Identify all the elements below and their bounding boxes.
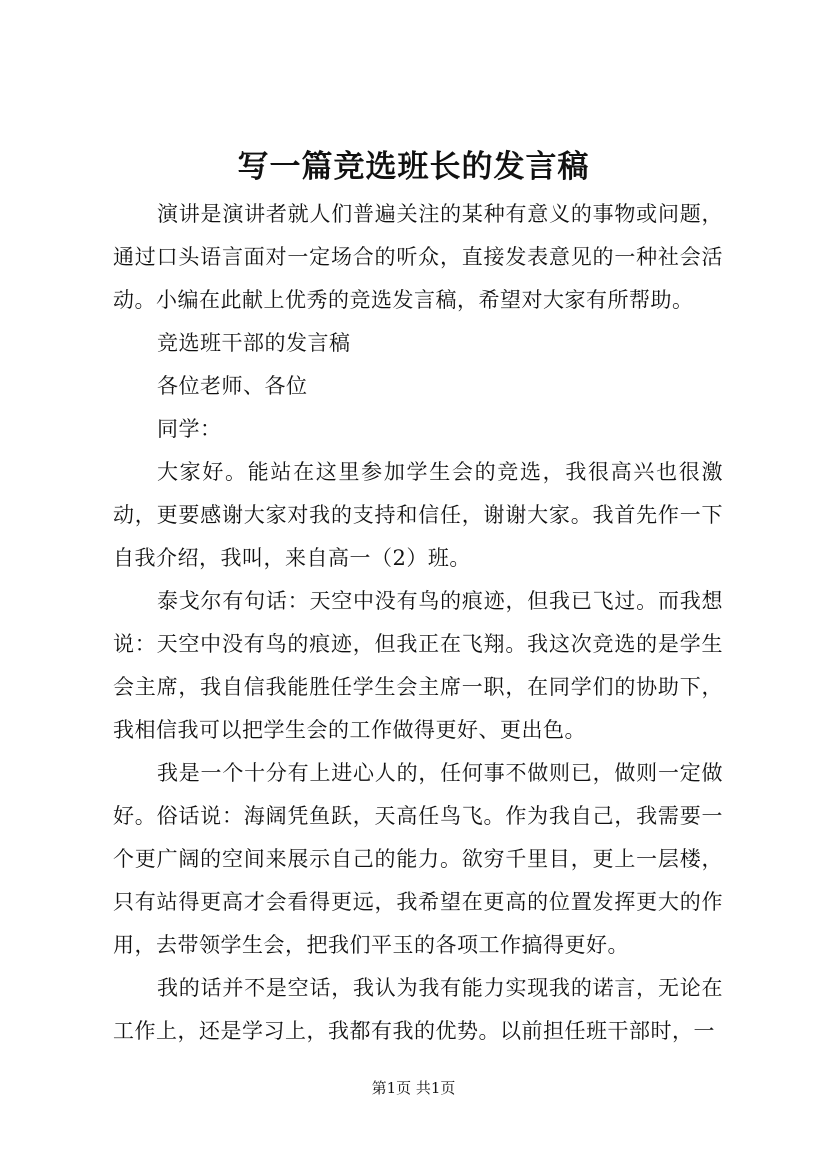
paragraph-greeting: 大家好。能站在这里参加学生会的竞选，我很高兴也很激动，更要感谢大家对我的支持和信任，谢谢大家。我首先作一下自我介绍，我叫，来自高一（2）班。 bbox=[113, 460, 723, 570]
paragraph-ambition: 我是一个十分有上进心人的，任何事不做则已，做则一定做好。俗话说：海阔凭鱼跃，天高任鸟飞。作为我自己，我需要一个更广阔的空间来展示自己的能力。欲穷千里目，更上一层楼，只有站得更高才会看得更远，我希望在更高的位置发挥更大的作用，去带领学生会，把我们平玉的各项工作搞得更好。 bbox=[113, 761, 723, 957]
paragraph-intro: 演讲是演讲者就人们普遍关注的某种有意义的事物或问题，通过口头语言面对一定场合的听众，直接发表意见的一种社会活动。小编在此献上优秀的竞选发言稿，希望对大家有所帮助。 bbox=[113, 202, 723, 312]
paragraph-ability: 我的话并不是空话，我认为我有能力实现我的诺言，无论在工作上，还是学习上，我都有我的优势。以前担任班干部时，一 bbox=[113, 976, 723, 1043]
page-number-footer: 第1页 共1页 bbox=[371, 1079, 456, 1097]
paragraph-salutation: 各位老师、各位 bbox=[157, 374, 308, 398]
document-body bbox=[113, 193, 723, 1053]
paragraph-tagore: 泰戈尔有句话：天空中没有鸟的痕迹，但我已飞过。而我想说：天空中没有鸟的痕迹，但我正在飞翔。我这次竞选的是学生会主席，我自信我能胜任学生会主席一职，在同学们的协助下，我相信我可以把学生会的工作做得更好、更出色。 bbox=[113, 589, 723, 742]
paragraph-heading: 竞选班干部的发言稿 bbox=[157, 331, 351, 355]
document-title: 写一篇竞选班长的发言稿 bbox=[237, 149, 590, 185]
paragraph-salutation-cont: 同学： bbox=[157, 417, 222, 441]
